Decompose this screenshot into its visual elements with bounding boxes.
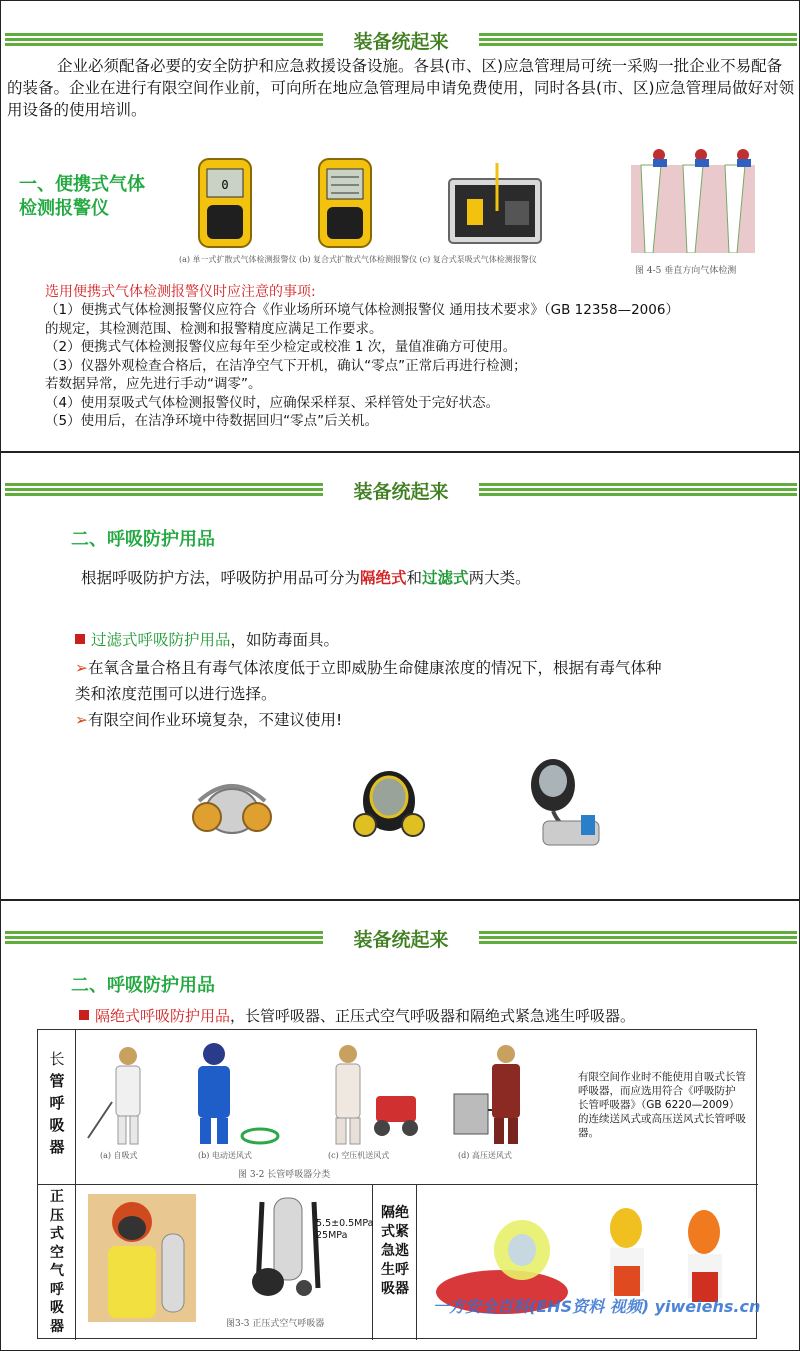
intro-line (81, 567, 531, 589)
note-line: （5）使用后，在洁净环境中待数据回归“零点”后关机。 (45, 413, 379, 429)
label-char: 器 (49, 1138, 65, 1156)
label-char: 空 (50, 1244, 64, 1261)
point-text: 有限空间作业环境复杂，不建议使用! (88, 711, 343, 729)
label-char: 管 (49, 1072, 65, 1090)
label-char: 隔绝 (381, 1205, 409, 1221)
header-stripe-left (5, 33, 323, 47)
respirator-table (37, 1029, 757, 1339)
vertical-gas-detection-figure (631, 145, 755, 253)
pressure-value: 5.5±0.5MPa (316, 1218, 374, 1229)
filter-label: 过滤式呼吸防护用品 (91, 631, 231, 649)
label-char: 压 (50, 1207, 64, 1224)
point-text: 在氧含量合格且有毒气体浓度低于立即威胁生命健康浓度的情况下，根据有毒气体种 (88, 659, 662, 677)
intro-text: 根据呼吸防护方法，呼吸防护用品可分为 (81, 569, 361, 587)
figure-caption: 图 4-5 垂直方向气体检测 (635, 266, 737, 276)
note-line: 的规定，其检测范围、检测和报警精度应满足工作要求。 (45, 320, 383, 337)
label-char: 吸 (49, 1116, 65, 1134)
section-title-line1: 一、便携式气体 (19, 174, 145, 195)
section-title (19, 173, 145, 221)
hose-caption-a: (a) 自吸式 (100, 1151, 138, 1160)
row-label-escape-respirator (376, 1204, 414, 1299)
pressure-value: 25MPa (316, 1230, 348, 1241)
label-char: 呼 (49, 1094, 65, 1112)
positive-pressure-scba-image (238, 1192, 334, 1304)
slide-header (1, 923, 800, 953)
intro-paragraph: 企业必须配备必要的安全防护和应急救援设备设施。各县(市、区)应急管理局可统一采购一批企业不易配备的装备。企业在进行有限空间作业前，可向所在地应急管理局申请免费使用，同时各县(市、区)应急管理局做好对领用设备的使用培训。 (7, 57, 795, 119)
air-compressor-hose-image (322, 1040, 422, 1148)
high-pressure-hose-image (446, 1040, 556, 1148)
pump-gas-detector-case-image (447, 161, 543, 247)
note-line: 若数据异常，应先进行手动“调零”。 (45, 376, 262, 392)
label-char: 生呼 (381, 1262, 409, 1278)
square-bullet-icon (79, 1010, 89, 1020)
notes-title: 选用便携式气体检测报警仪时应注意的事项: (45, 284, 316, 300)
table-divider (38, 1184, 758, 1185)
note-line: （2）便携式气体检测报警仪应每年至少检定或校准 1 次，量值准确方可使用。 (45, 339, 517, 355)
electric-blower-hose-image (180, 1040, 284, 1148)
section-title: 二、呼吸防护用品 (71, 975, 215, 996)
hose-figure-caption: 图 3-2 长管呼吸器分类 (238, 1170, 331, 1180)
table-divider (416, 1184, 417, 1340)
slide-respiratory-isolating (0, 900, 800, 1351)
arrow-bullet-icon: ➢ (75, 711, 88, 729)
slide-respiratory-filter (0, 452, 800, 900)
header-stripe-right (479, 483, 797, 497)
slide-header (1, 475, 800, 505)
hose-caption-c: (c) 空压机送风式 (328, 1151, 390, 1160)
slide-header (1, 25, 800, 55)
hose-caption-b: (b) 电动送风式 (198, 1151, 252, 1160)
label-char: 气 (50, 1263, 64, 1279)
header-stripe-right (479, 33, 797, 47)
header-title: 装备统起来 (353, 481, 449, 503)
header-stripe-right (479, 931, 797, 945)
point-text: 类和浓度范围可以进行选择。 (75, 685, 277, 703)
self-suction-hose-image (82, 1042, 166, 1148)
hose-caption-d: (d) 高压送风式 (458, 1151, 512, 1160)
note-line: （3）仪器外观检查合格后，在洁净空气下开机，确认“零点”正常后再进行检测； (45, 357, 527, 374)
label-char: 吸器 (381, 1281, 409, 1297)
notes-list (45, 301, 785, 431)
header-title: 装备统起来 (353, 31, 449, 53)
half-mask-respirator-image (189, 771, 275, 841)
svg-text:0: 0 (221, 178, 229, 192)
header-stripe-left (5, 483, 323, 497)
isolating-bullet (79, 1005, 635, 1027)
square-bullet-icon (75, 634, 85, 644)
full-face-gas-mask-image (351, 767, 429, 843)
row-label-positive-pressure (46, 1188, 68, 1336)
pressure-labels (316, 1218, 374, 1242)
header-title: 装备统起来 (353, 929, 449, 951)
isolating-keyword: 隔绝式 (360, 569, 407, 587)
filter-keyword: 过滤式 (422, 569, 469, 587)
table-divider (75, 1030, 76, 1340)
label-char: 器 (50, 1318, 64, 1335)
isolating-rest: ，长管呼吸器、正压式空气呼吸器和隔绝式紧急逃生呼吸器。 (230, 1007, 636, 1025)
label-char: 呼 (50, 1281, 64, 1298)
filter-bullet (75, 629, 339, 651)
scba-figure-caption: 图3-3 正压式空气呼吸器 (226, 1319, 325, 1329)
label-char: 急逃 (381, 1243, 409, 1259)
filter-rest: ，如防毒面具。 (230, 631, 340, 649)
notes-block (45, 282, 316, 302)
header-stripe-left (5, 931, 323, 945)
intro-text: 两大类。 (468, 569, 531, 587)
note-line: （1）便携式气体检测报警仪应符合《作业场所环境气体检测报警仪 通用技术要求》（GB 12358—2006） (45, 302, 679, 318)
single-gas-detector-image (197, 157, 253, 249)
section-title: 二、呼吸防护用品 (71, 529, 215, 550)
intro-text: 和 (406, 569, 423, 587)
slide-portable-gas-detector (0, 0, 800, 452)
multi-gas-detector-image (317, 157, 373, 249)
note-line: （4）使用泵吸式气体检测报警仪时，应确保采样泵、采样管处于完好状态。 (45, 394, 500, 411)
isolating-label: 隔绝式呼吸防护用品 (95, 1007, 231, 1025)
watermark: 一方安全百科(EHS资料 视频) yiweiehs.cn (433, 1297, 761, 1316)
devices-caption: (a) 单一式扩散式气体检测报警仪 (b) 复合式扩散式气体检测报警仪 (c) 复合式泵吸式气体检测报警仪 (179, 255, 537, 264)
label-char: 式紧 (381, 1224, 409, 1240)
section-title-line2: 检测报警仪 (19, 198, 109, 219)
label-char: 式 (50, 1226, 64, 1242)
table-divider (372, 1184, 373, 1340)
hose-note: 有限空间作业时不能使用自吸式长管呼吸器，而应选用符合《呼吸防护 长管呼吸器》（GB 6220—2009）的连续送风式或高压送风式长管呼吸器。 (578, 1071, 746, 1139)
scba-wearer-photo (88, 1194, 196, 1322)
arrow-bullet-icon: ➢ (75, 659, 88, 677)
label-char: 正 (50, 1189, 64, 1205)
filter-points (75, 655, 775, 733)
label-char: 长 (49, 1050, 65, 1068)
row-label-long-tube (46, 1048, 68, 1158)
powered-air-respirator-image (523, 755, 605, 851)
label-char: 吸 (50, 1300, 64, 1316)
